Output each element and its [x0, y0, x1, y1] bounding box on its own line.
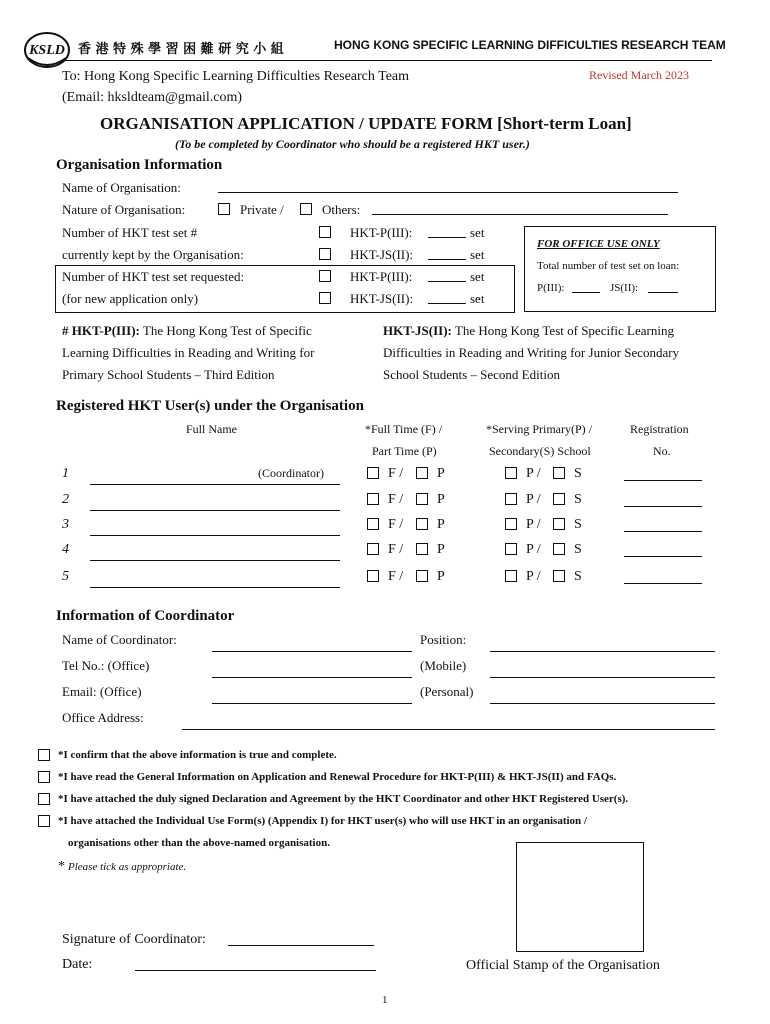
kept-hktjs-field[interactable] — [428, 259, 466, 260]
date-field[interactable] — [135, 970, 376, 971]
requested-label-2: (for new application only) — [62, 291, 199, 306]
coord-email-label: Email: (Office) — [62, 684, 142, 699]
header-divider — [62, 60, 712, 61]
req-hktp-checkbox[interactable] — [319, 270, 331, 282]
secondary-label: S — [574, 569, 582, 584]
primary-label: P / — [526, 542, 541, 557]
req-hktp-field[interactable] — [428, 281, 466, 282]
registration-no-field[interactable] — [624, 480, 702, 481]
req-hktp-label: HKT-P(III): — [350, 269, 413, 284]
part-time-label: P — [437, 542, 445, 557]
primary-checkbox[interactable] — [505, 543, 517, 555]
kept-hktp-label: HKT-P(III): — [350, 225, 413, 240]
part-time-label: P — [437, 492, 445, 507]
private-checkbox[interactable] — [218, 203, 230, 215]
coord-tel-field[interactable] — [212, 677, 412, 678]
registration-no-field[interactable] — [624, 583, 702, 584]
org-name-label: Name of Organisation: — [62, 180, 181, 195]
primary-checkbox[interactable] — [505, 467, 517, 479]
org-name-field[interactable] — [218, 192, 678, 193]
user-fullname-field[interactable] — [90, 484, 340, 485]
confirm-4-text: *I have attached the Individual Use Form(s) (Appendix I) for HKT user(s) who will use HKT in an organisation / — [58, 815, 587, 827]
kept-hktjs-set: set — [470, 247, 485, 262]
user-row-number: 4 — [62, 542, 69, 557]
full-time-checkbox[interactable] — [367, 570, 379, 582]
primary-label: P / — [526, 466, 541, 481]
kept-hktjs-checkbox[interactable] — [319, 248, 331, 260]
stamp-box[interactable] — [516, 842, 644, 952]
user-row-number: 1 — [62, 466, 69, 481]
part-time-checkbox[interactable] — [416, 518, 428, 530]
req-hktjs-field[interactable] — [428, 303, 466, 304]
secondary-checkbox[interactable] — [553, 518, 565, 530]
coordinator-heading: Information of Coordinator — [56, 608, 235, 624]
registration-no-field[interactable] — [624, 506, 702, 507]
full-time-checkbox[interactable] — [367, 518, 379, 530]
address-to: To: Hong Kong Specific Learning Difficulties Research Team — [62, 69, 410, 84]
secondary-label: S — [574, 492, 582, 507]
english-title: HONG KONG SPECIFIC LEARNING DIFFICULTIES RESEARCH TEAM — [334, 38, 726, 52]
primary-label: P / — [526, 492, 541, 507]
requested-label-1: Number of HKT test set requested: — [62, 269, 245, 284]
secondary-checkbox[interactable] — [553, 493, 565, 505]
note-hktjs-line3: School Students – Second Edition — [383, 367, 560, 382]
primary-checkbox[interactable] — [505, 493, 517, 505]
coord-mobile-label: (Mobile) — [420, 658, 467, 673]
office-use-title: FOR OFFICE USE ONLY — [537, 238, 660, 250]
col-serving-2: Secondary(S) School — [489, 444, 591, 458]
note-hktjs-line1: The Hong Kong Test of Specific Learning — [451, 323, 674, 338]
page-number: 1 — [382, 994, 388, 1006]
stamp-label: Official Stamp of the Organisation — [466, 958, 660, 973]
chinese-title: 香 港 特 殊 學 習 困 難 研 究 小 組 — [78, 42, 284, 57]
kept-hktp-field[interactable] — [428, 237, 466, 238]
revised-date: Revised March 2023 — [589, 68, 689, 82]
col-time-2: Part Time (P) — [372, 444, 437, 458]
primary-label: P / — [526, 569, 541, 584]
kept-label-2: currently kept by the Organisation: — [62, 247, 244, 262]
coordinator-tag: (Coordinator) — [258, 466, 324, 480]
coord-mobile-field[interactable] — [490, 677, 715, 678]
full-time-label: F / — [388, 569, 404, 584]
coord-personal-field[interactable] — [490, 703, 715, 704]
confirm-1-checkbox[interactable] — [38, 749, 50, 761]
office-p-field — [572, 292, 600, 293]
user-row-number: 5 — [62, 569, 69, 584]
col-fullname: Full Name — [186, 422, 237, 436]
confirm-4-text-cont: organisations other than the above-named organisation. — [68, 837, 330, 849]
part-time-checkbox[interactable] — [416, 467, 428, 479]
secondary-checkbox[interactable] — [553, 570, 565, 582]
coord-email-field[interactable] — [212, 703, 412, 704]
private-label: Private / — [240, 202, 284, 217]
note-hktp-line3: Primary School Students – Third Edition — [62, 367, 275, 382]
kept-hktjs-label: HKT-JS(II): — [350, 247, 414, 262]
kept-hktp-set: set — [470, 225, 485, 240]
part-time-label: P — [437, 466, 445, 481]
office-total-label: Total number of test set on loan: — [537, 260, 680, 272]
office-p-label: P(III): — [537, 282, 565, 294]
others-checkbox[interactable] — [300, 203, 312, 215]
office-js-label: JS(II): — [610, 282, 639, 294]
secondary-label: S — [574, 542, 582, 557]
registration-no-field[interactable] — [624, 531, 702, 532]
part-time-label: P — [437, 517, 445, 532]
full-time-label: F / — [388, 492, 404, 507]
part-time-checkbox[interactable] — [416, 570, 428, 582]
user-fullname-field[interactable] — [90, 535, 340, 536]
note-hktjs-line2: Difficulties in Reading and Writing for Junior Secondary — [383, 345, 680, 360]
confirm-1-text: *I confirm that the above information is true and complete. — [58, 749, 337, 761]
coord-position-label: Position: — [420, 632, 467, 647]
coord-address-field[interactable] — [182, 729, 715, 730]
signature-field[interactable] — [228, 945, 374, 946]
tick-note-star: * — [58, 859, 65, 874]
req-hktjs-checkbox[interactable] — [319, 292, 331, 304]
coord-personal-label: (Personal) — [420, 684, 474, 699]
tick-note — [58, 859, 186, 875]
req-hktjs-label: HKT-JS(II): — [350, 291, 414, 306]
note-hktjs-bold: HKT-JS(II): — [383, 323, 452, 338]
others-field[interactable] — [372, 214, 668, 215]
full-time-label: F / — [388, 466, 404, 481]
secondary-label: S — [574, 466, 582, 481]
registration-no-field[interactable] — [624, 556, 702, 557]
req-hktjs-set: set — [470, 291, 485, 306]
tick-note-text: Please tick as appropriate. — [68, 861, 187, 873]
secondary-label: S — [574, 517, 582, 532]
coord-name-label: Name of Coordinator: — [62, 632, 177, 647]
org-nature-label: Nature of Organisation: — [62, 202, 186, 217]
svg-text:KSLD: KSLD — [29, 43, 65, 58]
coord-tel-label: Tel No.: (Office) — [62, 658, 150, 673]
user-fullname-field[interactable] — [90, 510, 340, 511]
primary-checkbox[interactable] — [505, 570, 517, 582]
full-time-checkbox[interactable] — [367, 467, 379, 479]
full-time-checkbox[interactable] — [367, 493, 379, 505]
note-hktp-bold: # HKT-P(III): — [62, 323, 140, 338]
secondary-checkbox[interactable] — [553, 467, 565, 479]
primary-label: P / — [526, 517, 541, 532]
form-subtitle: (To be completed by Coordinator who should be a registered HKT user.) — [175, 137, 530, 151]
full-time-label: F / — [388, 542, 404, 557]
full-time-label: F / — [388, 517, 404, 532]
others-label: Others: — [322, 202, 361, 217]
users-heading: Registered HKT User(s) under the Organisation — [56, 398, 364, 414]
form-title: ORGANISATION APPLICATION / UPDATE FORM [Short-term Loan] — [100, 114, 632, 133]
part-time-checkbox[interactable] — [416, 493, 428, 505]
confirm-2-text: *I have read the General Information on Application and Renewal Procedure for HKT-P(III) & HKT-JS(II) and FAQs. — [58, 771, 617, 783]
kept-hktp-checkbox[interactable] — [319, 226, 331, 238]
confirm-3-checkbox[interactable] — [38, 793, 50, 805]
user-row-number: 3 — [62, 517, 69, 532]
coord-name-field[interactable] — [212, 651, 412, 652]
note-hktjs — [383, 323, 674, 339]
col-reg-1: Registration — [630, 422, 689, 436]
date-label: Date: — [62, 957, 93, 972]
user-fullname-field[interactable] — [90, 587, 340, 588]
col-reg-2: No. — [653, 444, 671, 458]
confirm-4-checkbox[interactable] — [38, 815, 50, 827]
part-time-checkbox[interactable] — [416, 543, 428, 555]
secondary-checkbox[interactable] — [553, 543, 565, 555]
col-time-1: *Full Time (F) / — [365, 422, 443, 436]
logo — [22, 28, 72, 72]
user-fullname-field[interactable] — [90, 560, 340, 561]
coord-address-label: Office Address: — [62, 710, 144, 725]
user-row-number: 2 — [62, 492, 69, 507]
note-hktp-line1: The Hong Kong Test of Specific — [139, 323, 312, 338]
address-email: (Email: hksldteam@gmail.com) — [62, 90, 243, 105]
req-hktp-set: set — [470, 269, 485, 284]
full-time-checkbox[interactable] — [367, 543, 379, 555]
col-serving-1: *Serving Primary(P) / — [486, 422, 592, 436]
part-time-label: P — [437, 569, 445, 584]
office-js-field — [648, 292, 678, 293]
org-info-heading: Organisation Information — [56, 157, 223, 173]
primary-checkbox[interactable] — [505, 518, 517, 530]
kept-label-1: Number of HKT test set # — [62, 225, 198, 240]
confirm-3-text: *I have attached the duly signed Declaration and Agreement by the HKT Coordinator and other HKT Registered User(s). — [58, 793, 629, 805]
signature-label: Signature of Coordinator: — [62, 932, 206, 947]
note-hktp-line2: Learning Difficulties in Reading and Writing for — [62, 345, 315, 360]
coord-position-field[interactable] — [490, 651, 715, 652]
note-hktp — [62, 323, 312, 339]
confirm-2-checkbox[interactable] — [38, 771, 50, 783]
